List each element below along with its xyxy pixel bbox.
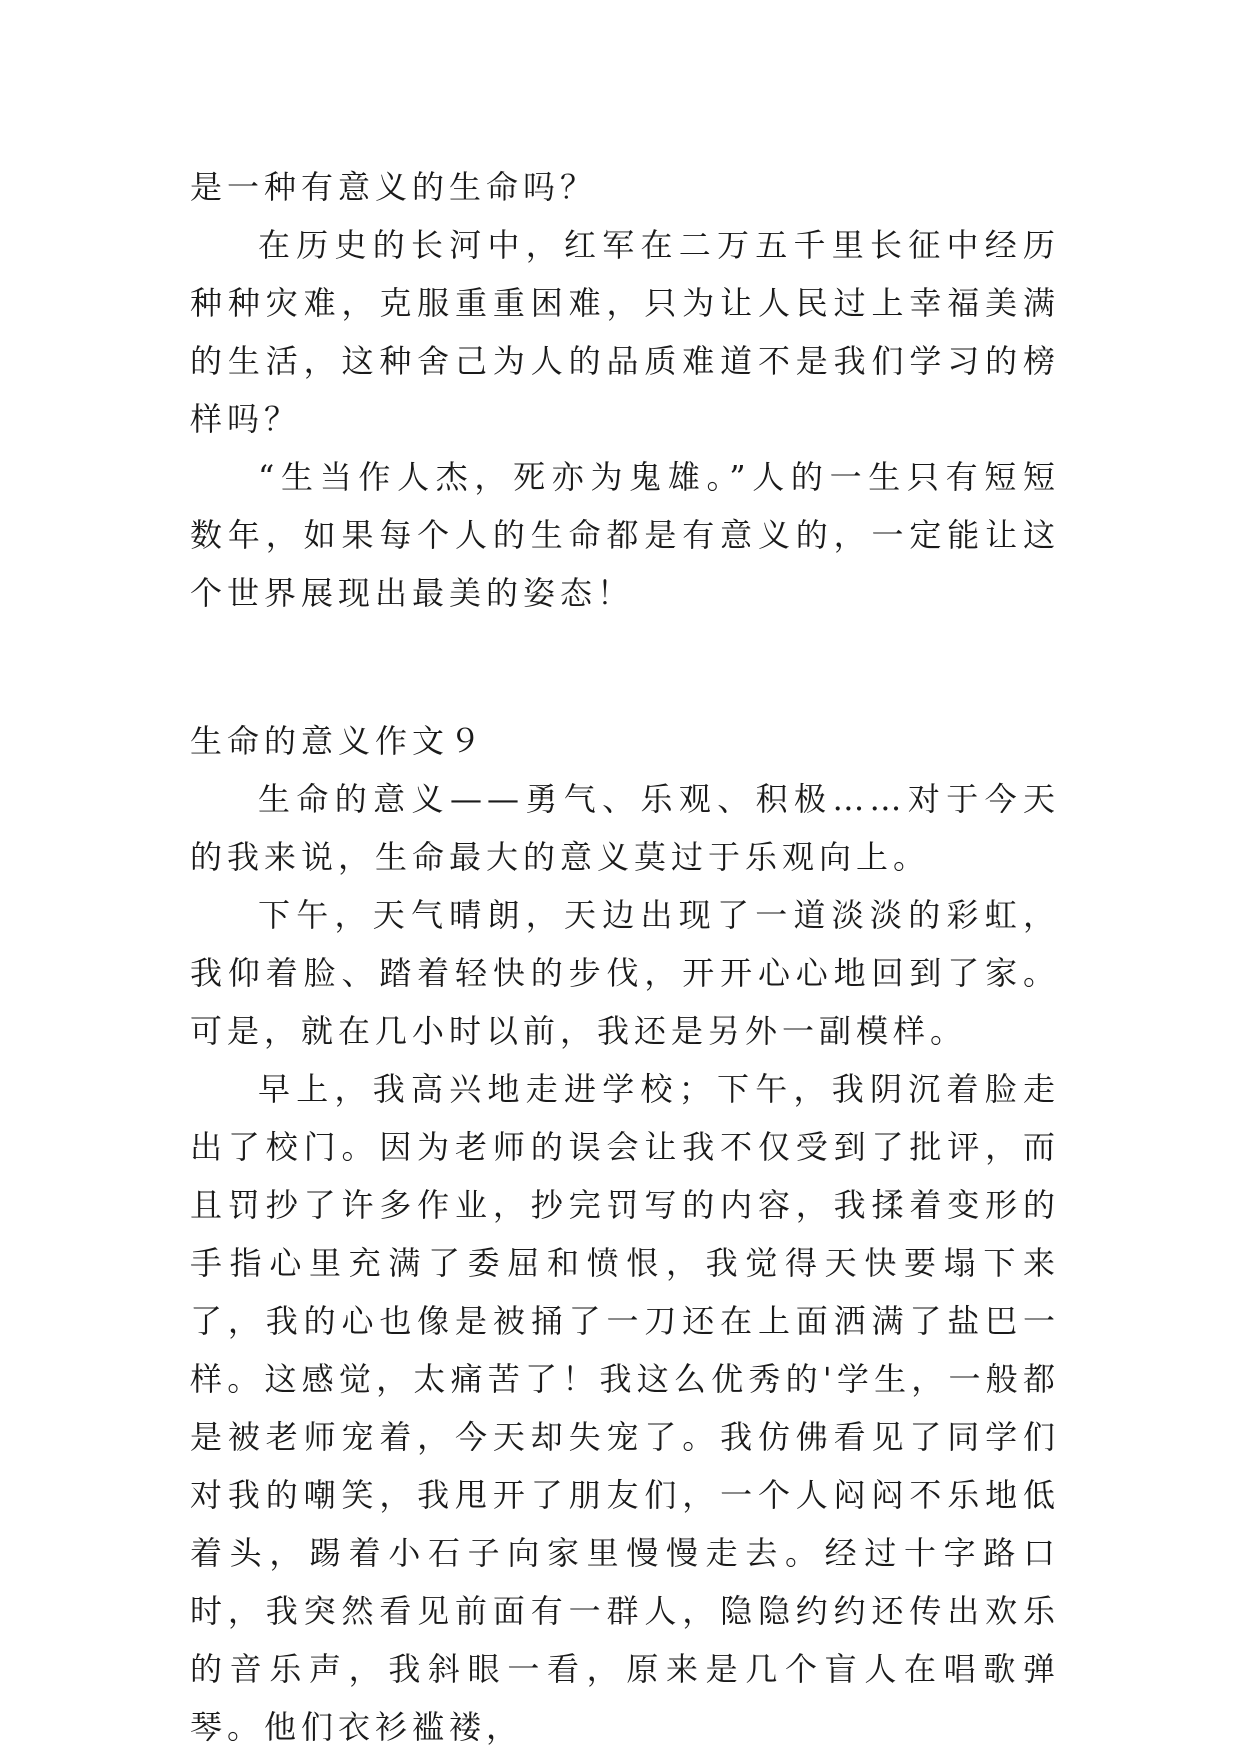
paragraph-continuation: 是一种有意义的生命吗？ [190, 168, 598, 206]
paragraph-red-army: 在历史的长河中，红军在二万五千里长征中经历种种灾难，克服重重困难，只为让人民过上幸福美满的生活，这种舍己为人的品质难道不是我们学习的榜样吗？ [190, 226, 1060, 438]
paragraph-quote: “生当作人杰，死亦为鬼雄。”人的一生只有短短数年，如果每个人的生命都是有意义的，一定能让这个世界展现出最美的姿态！ [190, 458, 1060, 612]
document-body [190, 158, 1060, 1756]
paragraph-morning: 早上，我高兴地走进学校；下午，我阴沉着脸走出了校门。因为老师的误会让我不仅受到了批评，而且罚抄了许多作业，抄完罚写的内容，我揉着变形的手指心里充满了委屈和愤恨，我觉得天快要塌下来了，我的心也像是被捅了一刀还在上面洒满了盐巴一样。这感觉，太痛苦了！我这么优秀的'学生，一般都是被老师宠着，今天却失宠了。我仿佛看见了同学们对我的嘲笑，我甩开了朋友们，一个人闷闷不乐地低着头，踢着小石子向家里慢慢走去。经过十字路口时，我突然看见前面有一群人，隐隐约约还传出欢乐的音乐声，我斜眼一看，原来是几个盲人在唱歌弹琴。他们衣衫褴褛， [190, 1070, 1060, 1746]
section-title: 生命的意义作文９ [190, 722, 487, 760]
paragraph-afternoon: 下午，天气晴朗，天边出现了一道淡淡的彩虹，我仰着脸、踏着轻快的步伐，开开心心地回到了家。可是，就在几小时以前，我还是另外一副模样。 [190, 896, 1060, 1050]
paragraph-meaning-intro: 生命的意义——勇气、乐观、积极……对于今天的我来说，生命最大的意义莫过于乐观向上。 [190, 780, 1060, 876]
